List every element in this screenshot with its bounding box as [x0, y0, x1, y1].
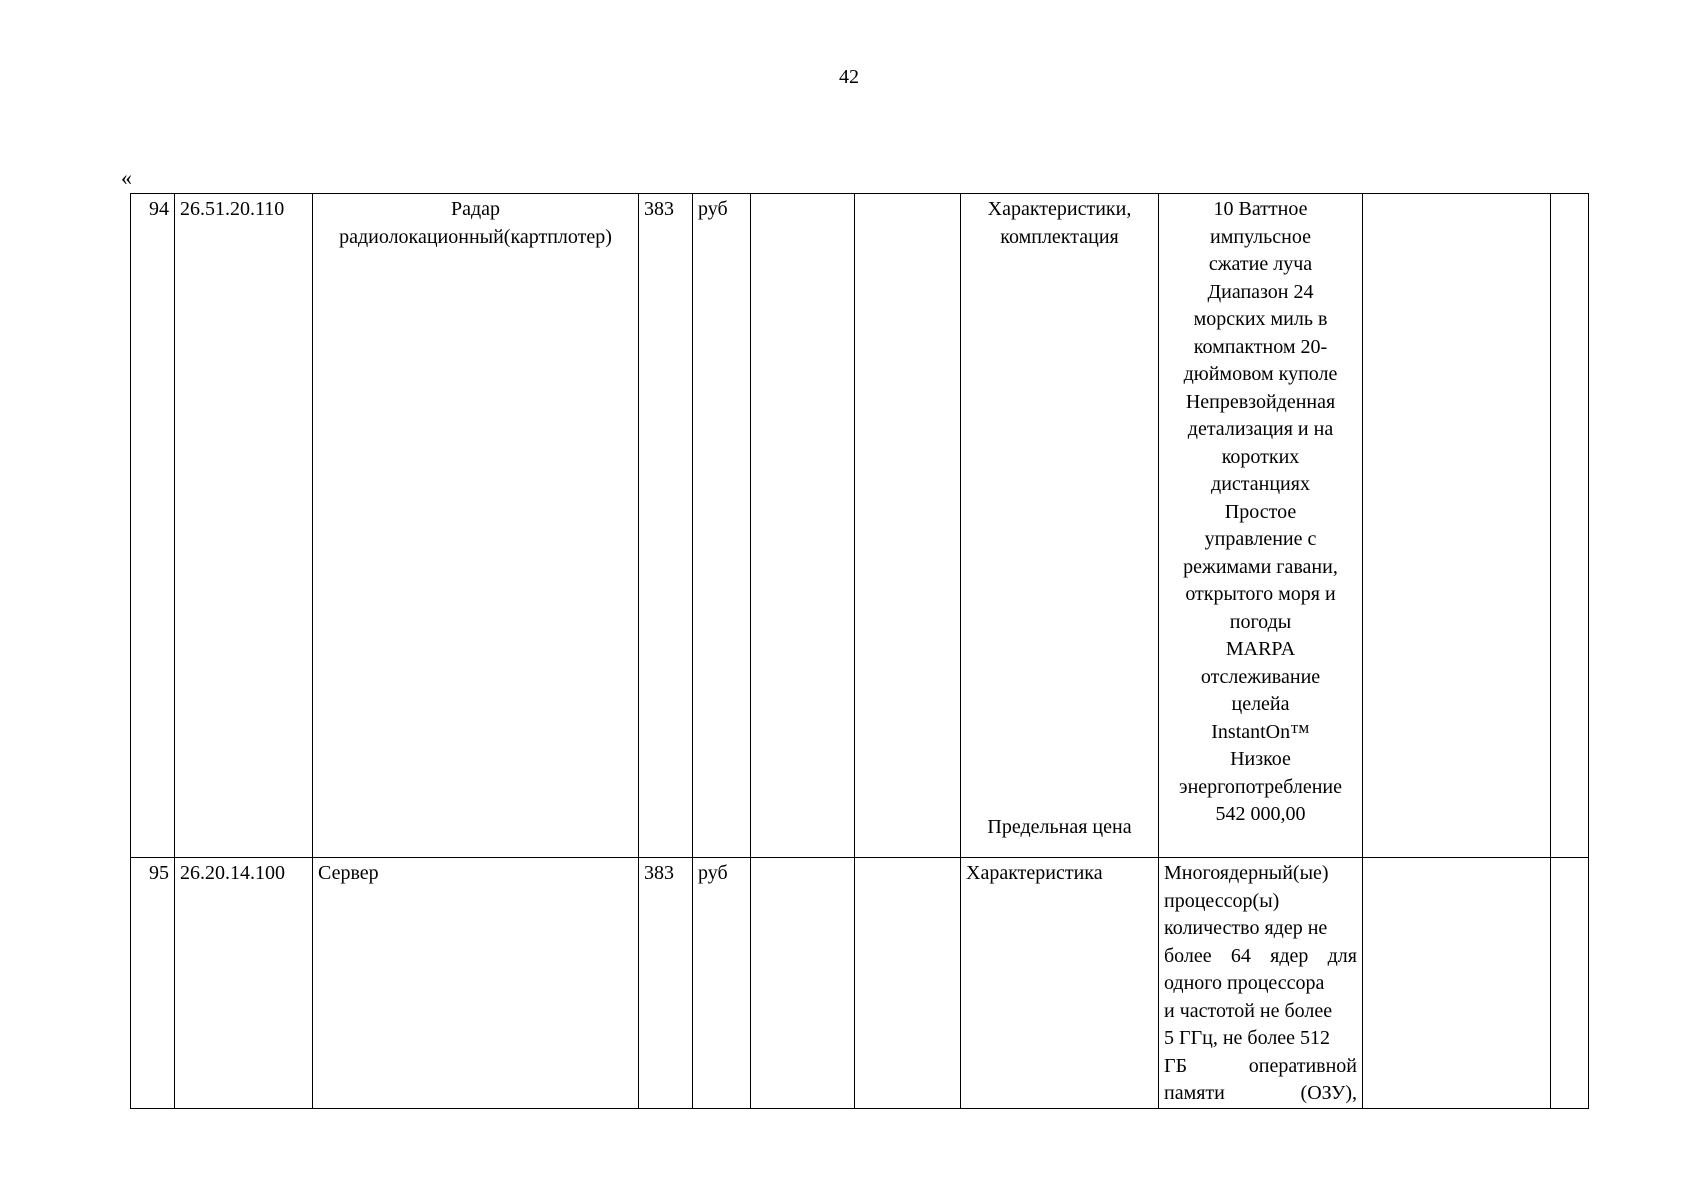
characteristic-label: Характеристика	[961, 858, 1159, 1109]
table-row	[131, 194, 1589, 858]
opening-quote-mark: «	[121, 165, 132, 190]
item-name: Радар радиолокационный(картплотер)	[313, 194, 639, 858]
characteristic-value	[1159, 194, 1363, 858]
unit-code: 383	[639, 858, 693, 1109]
value-line: и частотой не более	[1164, 999, 1333, 1022]
value-line: MARPA	[1225, 638, 1296, 660]
value-line: детализация и на	[1187, 418, 1334, 440]
empty-cell	[751, 858, 855, 1109]
value-line: одного процессора	[1164, 972, 1325, 994]
empty-cell	[751, 194, 855, 858]
limit-price-label: Предельная цена	[987, 815, 1132, 838]
value-line: количество ядер не	[1164, 917, 1328, 939]
unit-code: 383	[639, 194, 693, 858]
value-line: Диапазон 24	[1207, 280, 1314, 303]
value-line: памяти (ОЗУ),	[1164, 1082, 1357, 1104]
value-line: дистанциях	[1211, 473, 1310, 495]
empty-cell	[1363, 858, 1551, 1109]
value-line: сжатие луча	[1208, 253, 1313, 275]
value-line: Простое	[1224, 500, 1297, 523]
value-line: более 64 ядер для	[1164, 944, 1357, 967]
value-line: управление с	[1204, 528, 1317, 550]
characteristic-cell	[961, 194, 1159, 858]
limit-price-value: 542 000,00	[1215, 803, 1306, 825]
row-number: 94	[131, 194, 175, 858]
value-line: ГБ оперативной	[1164, 1054, 1357, 1077]
page-number: 42	[839, 66, 859, 88]
item-name: Сервер	[313, 858, 639, 1109]
empty-cell	[855, 194, 961, 858]
value-line: процессор(ы)	[1164, 889, 1280, 912]
okpd-code: 26.51.20.110	[175, 194, 313, 858]
unit-name: руб	[693, 858, 751, 1109]
characteristic-label: Характеристики, комплектация	[987, 198, 1132, 248]
value-line: дюймовом куполе	[1183, 363, 1338, 385]
value-line: Непревзойденная	[1185, 390, 1336, 413]
empty-cell	[1551, 858, 1589, 1109]
value-line: коротких	[1221, 445, 1300, 468]
value-line: компактном 20-	[1193, 335, 1328, 358]
row-number: 95	[131, 858, 175, 1109]
specification-table	[130, 193, 1589, 1109]
value-line: отслеживание	[1200, 665, 1321, 688]
unit-name: руб	[693, 194, 751, 858]
value-line: Многоядерный(ые)	[1164, 862, 1329, 884]
value-line: морских миль в	[1193, 308, 1328, 330]
value-line: целейа	[1231, 693, 1290, 715]
characteristic-value	[1159, 858, 1363, 1109]
value-line: InstantOn™	[1211, 720, 1310, 743]
value-line: режимами гавани,	[1183, 555, 1338, 578]
empty-cell	[1363, 194, 1551, 858]
value-line: 5 ГГц, не более 512	[1164, 1027, 1331, 1049]
value-line: Низкое	[1230, 748, 1291, 770]
value-line: 10 Ваттное	[1213, 198, 1308, 220]
value-line: открытого моря и	[1185, 583, 1336, 605]
table-row	[131, 858, 1589, 1109]
okpd-code: 26.20.14.100	[175, 858, 313, 1109]
empty-cell	[1551, 194, 1589, 858]
value-line: импульсное	[1210, 225, 1311, 248]
value-line: энергопотребление	[1179, 775, 1342, 798]
value-line: погоды	[1229, 610, 1292, 633]
empty-cell	[855, 858, 961, 1109]
